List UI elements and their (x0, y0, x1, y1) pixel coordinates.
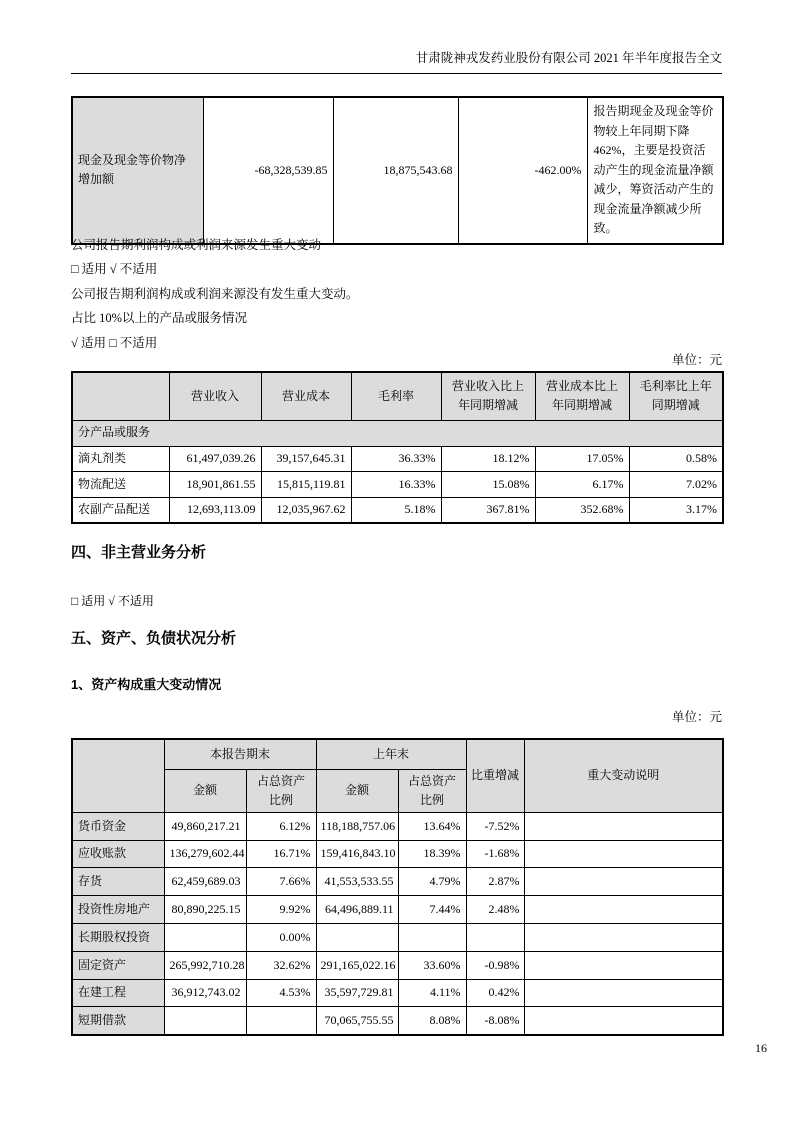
table-row (72, 896, 723, 924)
note-cell (524, 979, 723, 1007)
col-header-revenue-change: 营业收入比上年同期增减 (441, 372, 535, 420)
cash-prior-value: 18,875,543.68 (333, 97, 458, 244)
table-row (72, 951, 723, 979)
products-over-10pct-applicable: √ 适用 □ 不适用 (71, 335, 158, 350)
table-row (72, 497, 723, 523)
cost-cell: 15,815,119.81 (261, 472, 351, 498)
prior-amount-cell: 41,553,533.55 (316, 868, 398, 896)
cur-amount-cell: 36,912,743.02 (164, 979, 246, 1007)
cost-cell: 39,157,645.31 (261, 446, 351, 472)
unit-label: 单位：元 (671, 353, 722, 367)
row-label: 货币资金 (72, 812, 164, 840)
row-label: 短期借款 (72, 1007, 164, 1035)
prior-amount-cell: 291,165,022.16 (316, 951, 398, 979)
cur-pct-cell: 32.62% (246, 951, 316, 979)
margin-change-cell: 7.02% (629, 472, 723, 498)
col-header-margin: 毛利率 (351, 372, 441, 420)
prior-pct-cell: 13.64% (398, 812, 466, 840)
profit-change-note: 公司报告期利润构成或利润来源没有发生重大变动。 (71, 286, 359, 301)
margin-cell: 5.18% (351, 497, 441, 523)
cur-pct-cell: 16.71% (246, 840, 316, 868)
cur-amount-cell (164, 1007, 246, 1035)
change-cell: 0.42% (466, 979, 524, 1007)
cost-change-cell: 17.05% (535, 446, 629, 472)
note-cell (524, 812, 723, 840)
cur-amount-cell (164, 924, 246, 952)
profit-change-paragraphs (71, 233, 722, 355)
prior-pct-cell: 4.11% (398, 979, 466, 1007)
row-label: 存货 (72, 868, 164, 896)
cost-cell: 12,035,967.62 (261, 497, 351, 523)
change-cell: -0.98% (466, 951, 524, 979)
row-label: 投资性房地产 (72, 896, 164, 924)
margin-cell: 16.33% (351, 472, 441, 498)
cur-amount-cell: 62,459,689.03 (164, 868, 246, 896)
cash-current-value: -68,328,539.85 (203, 97, 333, 244)
table-row (72, 97, 723, 244)
row-label: 长期股权投资 (72, 924, 164, 952)
col-header-prior-year-end: 上年末 (316, 739, 466, 769)
note-cell (524, 840, 723, 868)
cash-row-label: 现金及现金等价物净增加额 (72, 97, 203, 244)
note-cell (524, 951, 723, 979)
revenue-change-cell: 367.81% (441, 497, 535, 523)
cur-amount-cell: 136,279,602.44 (164, 840, 246, 868)
cash-equivalents-table (71, 96, 724, 245)
group-row-label: 分产品或服务 (72, 420, 723, 446)
products-over-10pct-title: 占比 10%以上的产品或服务情况 (71, 311, 248, 326)
col-header-cost: 营业成本 (261, 372, 351, 420)
prior-pct-cell: 33.60% (398, 951, 466, 979)
prior-amount-cell (316, 924, 398, 952)
table-row (72, 924, 723, 952)
note-cell (524, 924, 723, 952)
prior-amount-cell: 35,597,729.81 (316, 979, 398, 1007)
revenue-cell: 12,693,113.09 (169, 497, 261, 523)
col-header-amount: 金额 (164, 769, 246, 812)
row-label: 滴丸剂类 (72, 446, 169, 472)
col-header-pct: 占总资产比例 (398, 769, 466, 812)
profit-change-title: 公司报告期利润构成或利润来源发生重大变动 (71, 238, 322, 252)
prior-amount-cell: 64,496,889.11 (316, 896, 398, 924)
table-row (72, 446, 723, 472)
prior-pct-cell: 8.08% (398, 1007, 466, 1035)
cur-amount-cell: 265,992,710.28 (164, 951, 246, 979)
col-header-margin-change: 毛利率比上年同期增减 (629, 372, 723, 420)
table-row (72, 1007, 723, 1035)
prior-pct-cell: 4.79% (398, 868, 466, 896)
table-row (72, 979, 723, 1007)
unit-label: 单位：元 (671, 710, 722, 724)
cur-pct-cell: 7.66% (246, 868, 316, 896)
cur-pct-cell: 9.92% (246, 896, 316, 924)
col-header-current-period: 本报告期末 (164, 739, 316, 769)
cur-pct-cell (246, 1007, 316, 1035)
section5-subheading-1: 1、资产构成重大变动情况 (71, 677, 222, 692)
margin-change-cell: 3.17% (629, 497, 723, 523)
revenue-cell: 18,901,861.55 (169, 472, 261, 498)
section5-heading: 五、资产、负债状况分析 (71, 630, 237, 647)
revenue-change-cell: 15.08% (441, 472, 535, 498)
table-row (72, 472, 723, 498)
table-header-row (72, 739, 723, 769)
revenue-change-cell: 18.12% (441, 446, 535, 472)
prior-pct-cell (398, 924, 466, 952)
cost-change-cell: 6.17% (535, 472, 629, 498)
prior-amount-cell: 70,065,755.55 (316, 1007, 398, 1035)
cash-change-note: 报告期现金及现金等价物较上年同期下降462%，主要是投资活动产生的现金流量净额减少，筹资活动产生的现金流量净额减少所致。 (587, 97, 723, 244)
document-header-title: 甘肃陇神戎发药业股份有限公司 2021 年半年度报告全文 (71, 48, 722, 74)
row-label: 物流配送 (72, 472, 169, 498)
change-cell: 2.87% (466, 868, 524, 896)
prior-amount-cell: 118,188,757.06 (316, 812, 398, 840)
cur-amount-cell: 49,860,217.21 (164, 812, 246, 840)
cash-change-pct: -462.00% (458, 97, 587, 244)
col-header-weight-change: 比重增减 (466, 739, 524, 812)
change-cell (466, 924, 524, 952)
prior-amount-cell: 159,416,843.10 (316, 840, 398, 868)
col-header-revenue: 营业收入 (169, 372, 261, 420)
change-cell: 2.48% (466, 896, 524, 924)
prior-pct-cell: 18.39% (398, 840, 466, 868)
cost-change-cell: 352.68% (535, 497, 629, 523)
change-cell: -1.68% (466, 840, 524, 868)
col-header-blank (72, 372, 169, 420)
revenue-cell: 61,497,039.26 (169, 446, 261, 472)
col-header-amount: 金额 (316, 769, 398, 812)
section4-heading: 四、非主营业务分析 (71, 544, 207, 561)
row-label: 农副产品配送 (72, 497, 169, 523)
note-cell (524, 1007, 723, 1035)
profit-change-applicable: □ 适用 √ 不适用 (71, 262, 158, 277)
table-row (72, 812, 723, 840)
section4-applicable: □ 适用 √ 不适用 (71, 594, 154, 608)
cur-pct-cell: 6.12% (246, 812, 316, 840)
col-header-change-note: 重大变动说明 (524, 739, 723, 812)
cur-pct-cell: 0.00% (246, 924, 316, 952)
col-header-pct: 占总资产比例 (246, 769, 316, 812)
table-header-row (72, 372, 723, 420)
margin-cell: 36.33% (351, 446, 441, 472)
row-label: 在建工程 (72, 979, 164, 1007)
products-services-table (71, 371, 724, 524)
cur-amount-cell: 80,890,225.15 (164, 896, 246, 924)
col-header-cost-change: 营业成本比上年同期增减 (535, 372, 629, 420)
row-label: 固定资产 (72, 951, 164, 979)
col-header-blank (72, 739, 164, 812)
table-row (72, 868, 723, 896)
note-cell (524, 868, 723, 896)
row-label: 应收账款 (72, 840, 164, 868)
page-number: 16 (755, 1041, 767, 1055)
cur-pct-cell: 4.53% (246, 979, 316, 1007)
change-cell: -8.08% (466, 1007, 524, 1035)
change-cell: -7.52% (466, 812, 524, 840)
margin-change-cell: 0.58% (629, 446, 723, 472)
prior-pct-cell: 7.44% (398, 896, 466, 924)
asset-composition-table (71, 738, 724, 1036)
table-row (72, 840, 723, 868)
group-row (72, 420, 723, 446)
note-cell (524, 896, 723, 924)
